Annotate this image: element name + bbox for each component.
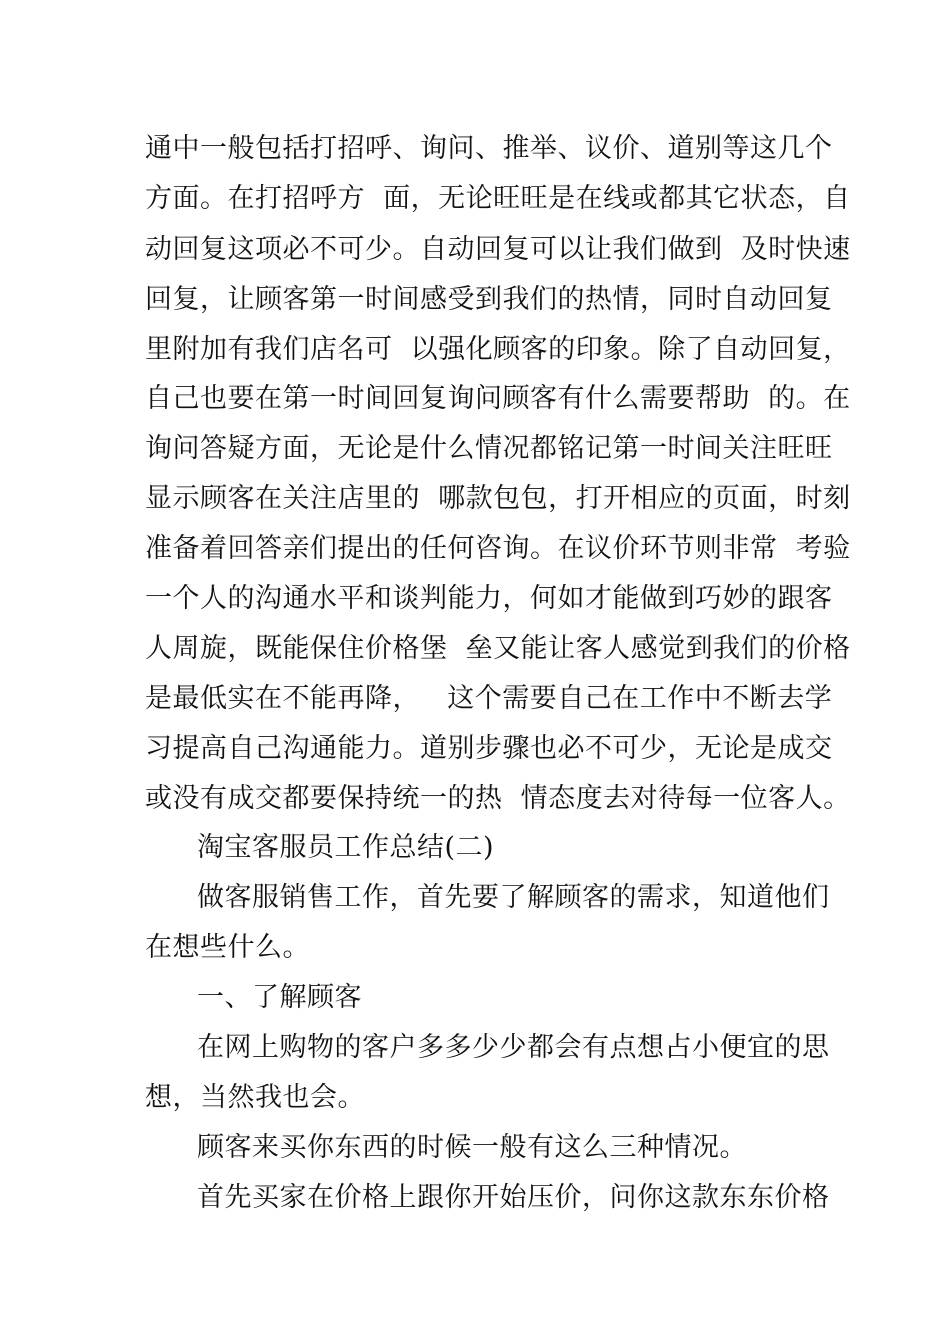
body-text-line: 显示顾客在关注店里的 哪款包包，打开相应的页面，时刻 (145, 483, 851, 514)
body-text-line: 询问答疑方面，无论是什么情况都铭记第一时间关注旺旺 (145, 433, 833, 464)
body-text-line: 动回复这项必不可少。自动回复可以让我们做到 及时快速 (145, 234, 851, 265)
body-text-line: 方面。在打招呼方 面，无论旺旺是在线或都其它状态，自 (145, 183, 851, 214)
body-text-line: 在网上购物的客户多多少少都会有点想占小便宜的思 (197, 1032, 830, 1063)
body-text-line: 一个人的沟通水平和谈判能力，何如才能做到巧妙的跟客 (145, 583, 833, 614)
body-text-line: 人周旋，既能保住价格堡 垒又能让客人感觉到我们的价格 (145, 633, 851, 664)
body-text-line: 是最低实在不能再降， 这个需要自己在工作中不断去学 (145, 683, 833, 714)
section-subheading: 一、了解顾客 (197, 982, 362, 1013)
body-text-line: 在想些什么。 (145, 932, 310, 963)
body-text-line: 顾客来买你东西的时候一般有这么三种情况。 (197, 1132, 747, 1163)
body-text-line: 里附加有我们店名可 以强化顾客的印象。除了自动回复， (145, 334, 851, 365)
body-text-line: 自己也要在第一时间回复询问顾客有什么需要帮助 的。在 (145, 383, 851, 414)
body-text-line: 做客服销售工作，首先要了解顾客的需求，知道他们 (197, 882, 830, 913)
body-text-line: 习提高自己沟通能力。道别步骤也必不可少，无论是成交 (145, 733, 833, 764)
body-text-line: 通中一般包括打招呼、询问、推举、议价、道别等这几个 (145, 133, 833, 164)
body-text-line: 准备着回答亲们提出的任何咨询。在议价环节则非常 考验 (145, 533, 851, 564)
body-text-line: 回复，让顾客第一时间感受到我们的热情，同时自动回复 (145, 284, 833, 315)
body-text-line: 或没有成交都要保持统一的热 情态度去对待每一位客人。 (145, 783, 851, 814)
section-heading: 淘宝客服员工作总结(二) (197, 832, 495, 863)
body-text-line: 首先买家在价格上跟你开始压价，问你这款东东价格 (197, 1182, 830, 1213)
body-text-line: 想，当然我也会。 (145, 1082, 365, 1113)
